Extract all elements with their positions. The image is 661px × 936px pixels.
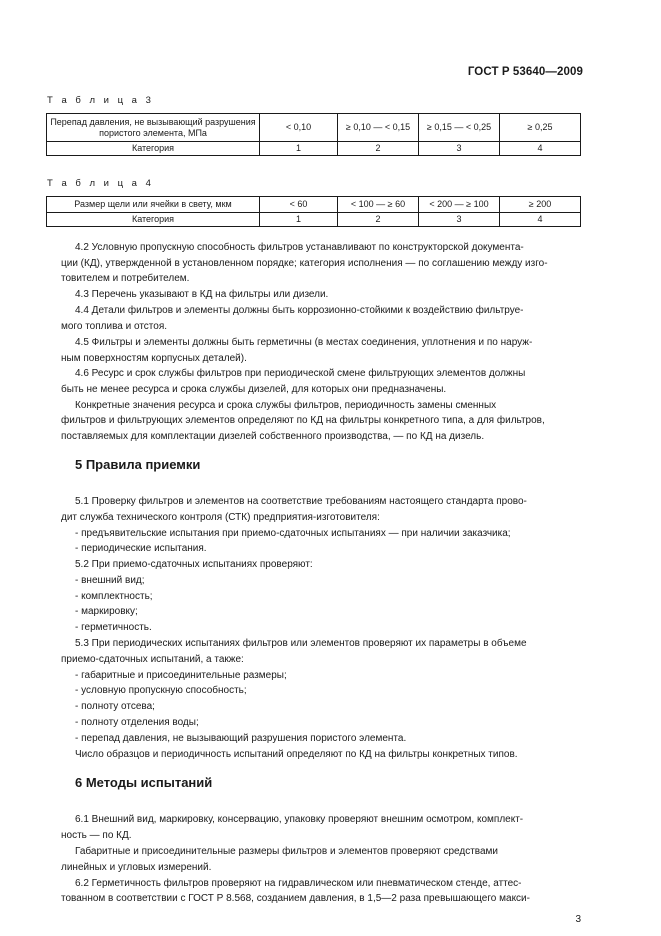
- paragraph-6-1-line3: Габаритные и присоединительные размеры фильтров и элементов проверяют средствами: [75, 846, 499, 857]
- table3-header-cell: Перепад давления, не вызывающий разрушения пористого элемента, МПа: [47, 114, 260, 142]
- table3-cell: 1: [260, 142, 338, 156]
- table3-cell: < 0,10: [260, 114, 338, 142]
- list-item: - маркировку;: [75, 606, 138, 617]
- paragraph-4-6-line1: 4.6 Ресурс и срок службы фильтров при периодической смене фильтрующих элементов должны: [75, 368, 526, 379]
- table4-header-cell: Размер щели или ячейки в свету, мкм: [47, 197, 260, 213]
- table4-cell: 1: [260, 213, 338, 227]
- table3-cell: 2: [338, 142, 419, 156]
- table3-cell: ≥ 0,10 — < 0,15: [338, 114, 419, 142]
- paragraph-5-3-line1: 5.3 При периодических испытаниях фильтров или элементов проверяют их параметры в объеме: [75, 638, 527, 649]
- table3-cell: 3: [419, 142, 500, 156]
- table4-caption: Т а б л и ц а 4: [47, 178, 154, 189]
- paragraph-4-7-line1: Конкретные значения ресурса и срока службы фильтров, периодичность замены сменных: [75, 400, 497, 411]
- table3-cell: 4: [500, 142, 581, 156]
- paragraph-4-2-line1: 4.2 Условную пропускную способность фильтров устанавливают по конструкторской документа-: [75, 242, 524, 253]
- paragraph-5-1-line2: дит служба технического контроля (СТК) предприятия-изготовителя:: [61, 512, 380, 523]
- paragraph-6-2-line2: тованном в соответствии с ГОСТ Р 8.568, созданием давления, в 1,5—2 раза превышающего макси-: [61, 893, 530, 904]
- list-item: - полноту отсева;: [75, 701, 155, 712]
- paragraph-4-4-line2: мого топлива и отстоя.: [61, 321, 168, 332]
- list-item: - комплектность;: [75, 591, 153, 602]
- table4-cell: < 100 — ≥ 60: [338, 197, 419, 213]
- section-6-title: 6 Методы испытаний: [75, 775, 213, 790]
- list-item: - перепад давления, не вызывающий разрушения пористого элемента.: [75, 733, 407, 744]
- paragraph-4-6-line2: быть не менее ресурса и срока службы дизелей, для которых они предназначены.: [61, 384, 447, 395]
- document-header: ГОСТ Р 53640—2009: [467, 66, 583, 78]
- list-item: - предъявительские испытания при приемо-сдаточных испытаниях — при наличии заказчика;: [75, 528, 511, 539]
- paragraph-6-2-line1: 6.2 Герметичность фильтров проверяют на гидравлическом или пневматическом стенде, аттес-: [75, 878, 522, 889]
- paragraph-4-5-line2: ным поверхностям корпусных деталей).: [61, 353, 247, 364]
- table4: [46, 196, 581, 227]
- paragraph-4-7-line2: фильтров и фильтрующих элементов определяют по КД на фильтры конкретного типа, а для фильтров,: [61, 415, 545, 426]
- table4-cell: < 60: [260, 197, 338, 213]
- table3-header-cell: Категория: [47, 142, 260, 156]
- paragraph-5-2: 5.2 При приемо-сдаточных испытаниях проверяют:: [75, 559, 313, 570]
- paragraph-5-3-line2: приемо-сдаточных испытаний, а также:: [61, 654, 244, 665]
- list-item: - герметичность.: [75, 622, 152, 633]
- list-item: - внешний вид;: [75, 575, 145, 586]
- table4-cell: 2: [338, 213, 419, 227]
- table4-cell: < 200 — ≥ 100: [419, 197, 500, 213]
- paragraph-4-5-line1: 4.5 Фильтры и элементы должны быть герметичны (в местах соединения, уплотнения и по наруж-: [75, 337, 533, 348]
- paragraph-4-2-line2: ции (КД), утвержденной в установленном порядке; категория исполнения — по соглашению между изго-: [61, 258, 548, 269]
- table4-row-values: [47, 197, 581, 213]
- table4-row-category: [47, 213, 581, 227]
- paragraph-5-4: Число образцов и периодичность испытаний определяют по КД на фильтры конкретных типов.: [75, 749, 518, 760]
- table4-header-cell: Категория: [47, 213, 260, 227]
- section-5-title: 5 Правила приемки: [75, 457, 201, 472]
- paragraph-6-1-line4: линейных и угловых измерений.: [61, 862, 212, 873]
- table4-cell: 3: [419, 213, 500, 227]
- page-number: 3: [575, 914, 581, 925]
- table3-row-category: [47, 142, 581, 156]
- paragraph-4-3: 4.3 Перечень указывают в КД на фильтры или дизели.: [75, 289, 329, 300]
- paragraph-6-1-line2: ность — по КД.: [61, 830, 132, 841]
- paragraph-5-1-line1: 5.1 Проверку фильтров и элементов на соответствие требованиям настоящего стандарта прово-: [75, 496, 527, 507]
- table4-cell: 4: [500, 213, 581, 227]
- table3-row-values: [47, 114, 581, 142]
- paragraph-6-1-line1: 6.1 Внешний вид, маркировку, консервацию, упаковку проверяют внешним осмотром, комплект-: [75, 814, 524, 825]
- paragraph-4-7-line3: поставляемых для комплектации дизелей собственного производства, — по КД на дизель.: [61, 431, 485, 442]
- table3: [46, 113, 581, 156]
- paragraph-4-4-line1: 4.4 Детали фильтров и элементы должны быть коррозионно-стойкими к воздействию фильтруе-: [75, 305, 524, 316]
- paragraph-4-2-line3: товителем и потребителем.: [61, 273, 190, 284]
- table3-cell: ≥ 0,15 — < 0,25: [419, 114, 500, 142]
- list-item: - полноту отделения воды;: [75, 717, 199, 728]
- list-item: - периодические испытания.: [75, 543, 207, 554]
- table3-cell: ≥ 0,25: [500, 114, 581, 142]
- table4-cell: ≥ 200: [500, 197, 581, 213]
- list-item: - габаритные и присоединительные размеры;: [75, 670, 287, 681]
- list-item: - условную пропускную способность;: [75, 685, 247, 696]
- table3-caption: Т а б л и ц а 3: [47, 95, 154, 106]
